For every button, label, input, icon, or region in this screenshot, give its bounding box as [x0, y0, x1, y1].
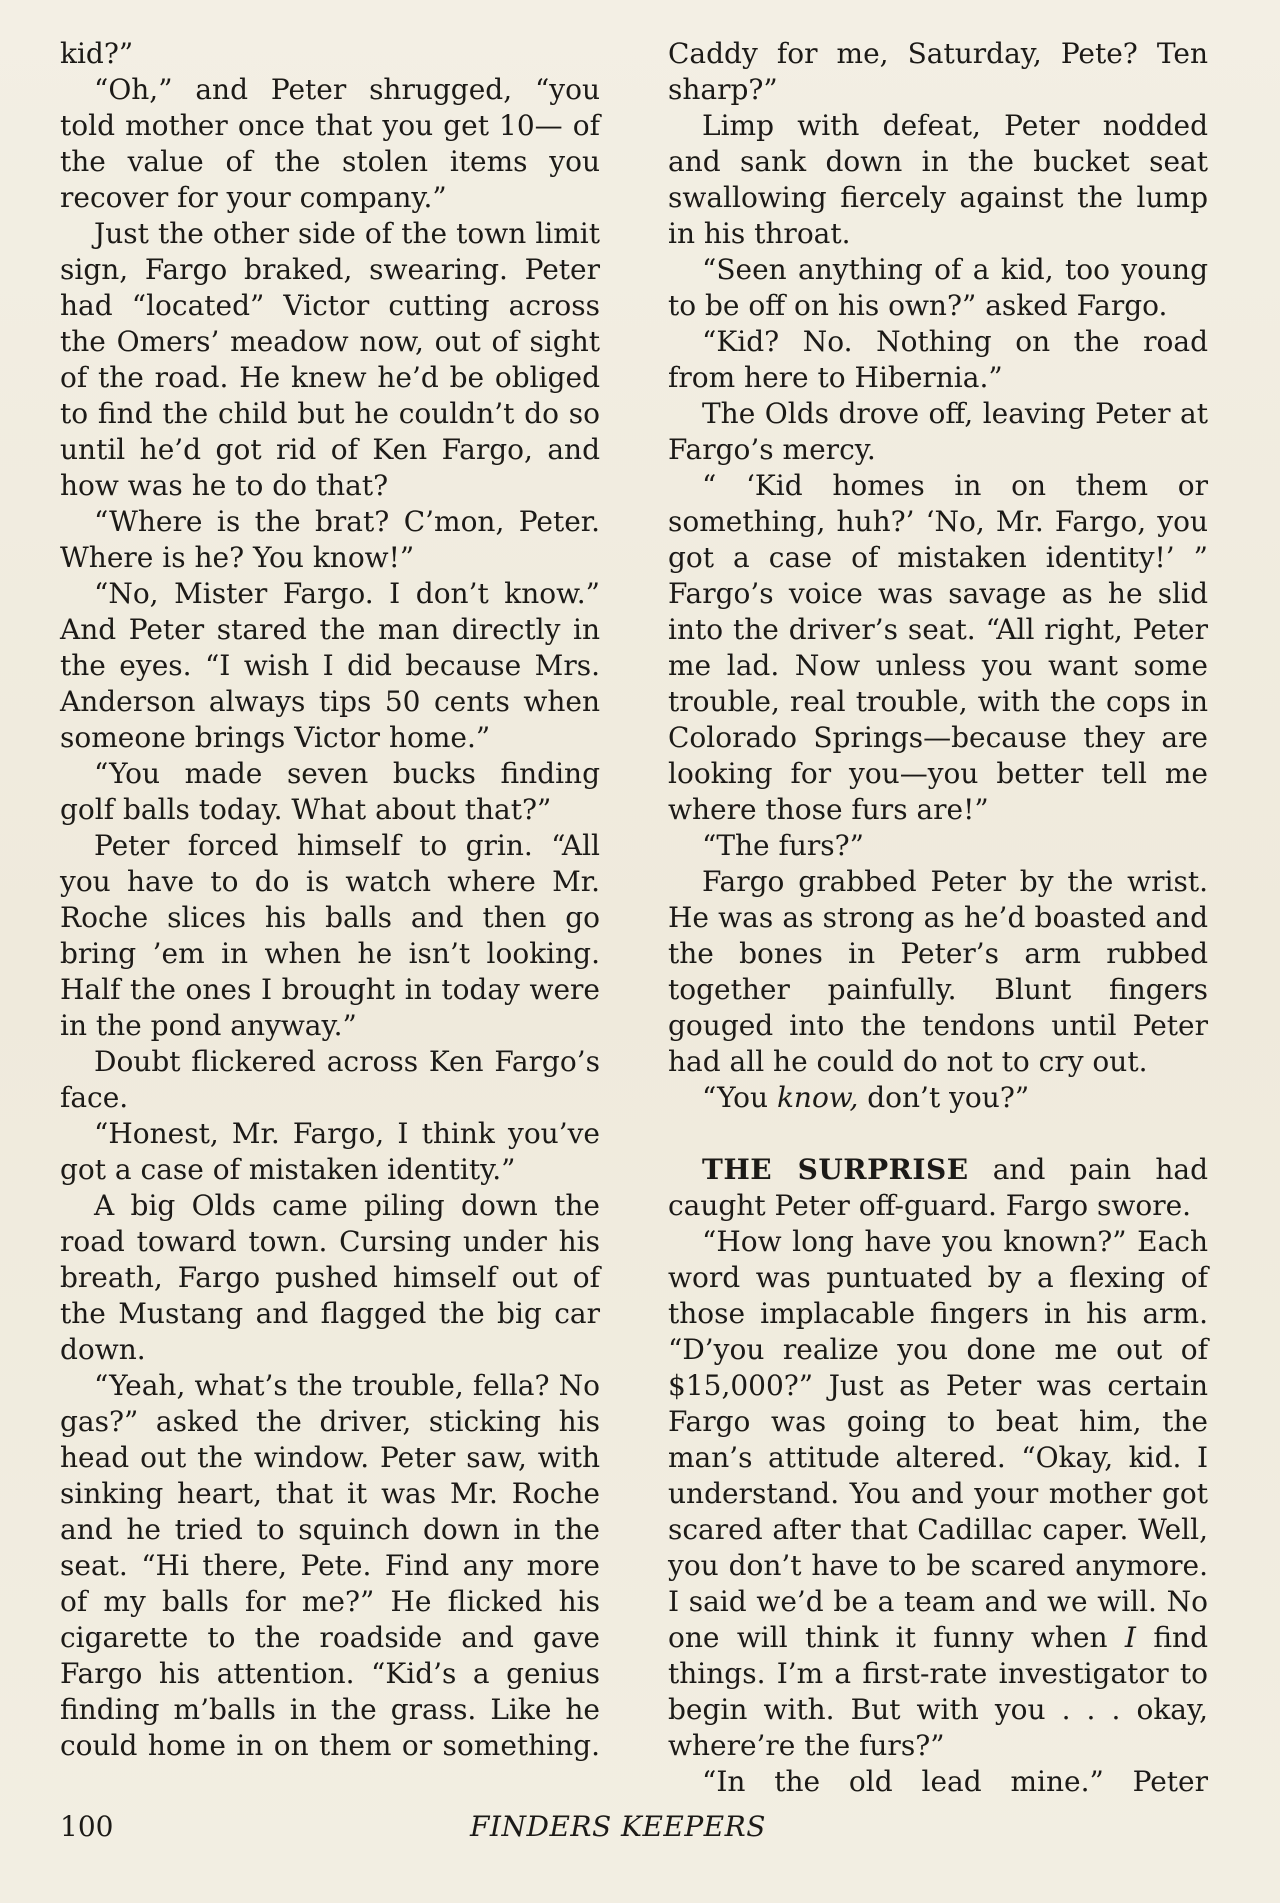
text-run: “You: [702, 1081, 777, 1114]
paragraph: Limp with defeat, Peter nodded and sank down in the bucket seat swallowing fiercely against the lump in his throat.: [668, 109, 1208, 250]
paragraph: “Oh,” and Peter shrugged, “you told mother once that you get 10— of the value of the stolen items you recover for your company.”: [60, 73, 600, 214]
paragraph: “Where is the brat? C’mon, Peter. Where is he? You know!”: [60, 505, 600, 574]
paragraph: “Honest, Mr. Fargo, I think you’ve got a case of mistaken identity.”: [60, 1117, 600, 1186]
paragraph: [668, 1080, 1208, 1116]
paragraph: The Olds drove off, leaving Peter at Fargo’s mercy.: [668, 397, 1208, 466]
text-run: and pain had caught Peter off-guard. Fargo swore.: [668, 1153, 1209, 1222]
paragraph: Fargo grabbed Peter by the wrist. He was as strong as he’d boasted and the bones in Peter’s arm rubbed together painfully. Blunt fingers gouged into the tendons until Peter had all he could do not to cry out.: [668, 865, 1208, 1078]
section-opening-paragraph: [668, 1152, 1208, 1224]
paragraph: “You made seven bucks finding golf balls today. What about that?”: [60, 757, 600, 826]
running-title: FINDERS KEEPERS: [470, 1810, 766, 1843]
paragraph: kid?”: [60, 37, 134, 70]
paragraph: Just the other side of the town limit sign, Fargo braked, swearing. Peter had “located” Victor cutting across the Omers’ meadow now, out of sight of the road. He knew he’d be obliged to find the child but he couldn’t do so until he’d got rid of Ken Fargo, and how was he to do that?: [60, 217, 600, 502]
paragraph: A big Olds came piling down the road toward town. Cursing under his breath, Fargo pushed himself out of the Mustang and flagged the big car down.: [60, 1189, 600, 1366]
text-run: “How long have you known?” Each word was puntuated by a flexing of those implacable fingers in his arm. “D’you realize you done me out of $15,000?” Just as Peter was certain Fargo was going to beat him, the man’s attitude altered. “Okay, kid. I understand. You and your mother got scared after that Cadillac caper. Well, you don’t have to be scared anymore. I said we’d be a team and we will. No one will think it funny when: [668, 1225, 1208, 1654]
text-run: don’t you?”: [858, 1081, 1030, 1114]
paragraph: Peter forced himself to grin. “All you have to do is watch where Mr. Roche slices his balls and then go bring ’em in when he isn’t looking. Half the ones I brought in today were in the pond anyway.”: [60, 829, 600, 1042]
emphasis: I: [1124, 1621, 1136, 1654]
emphasis: know,: [776, 1081, 859, 1114]
right-column: [668, 36, 1208, 1800]
left-column: [60, 36, 600, 1764]
paragraph: Doubt flickered across Ken Fargo’s face.: [60, 1045, 600, 1114]
paragraph: “The furs?”: [702, 829, 864, 862]
paragraph: “Yeah, what’s the trouble, fella? No gas?” asked the driver, sticking his head out the window. Peter saw, with sinking heart, that it was Mr. Roche and he tried to squinch down in the seat. “Hi there, Pete. Find any more of my balls for me?” He flicked his cigarette to the roadside and gave Fargo his attention. “Kid’s a genius finding m’balls in the grass. Like he could home in on them or something.: [60, 1369, 600, 1762]
section-subhead: THE SURPRISE: [702, 1153, 969, 1186]
page-number: 100: [60, 1810, 114, 1843]
paragraph: [668, 1224, 1208, 1764]
text-run: find things. I’m a first-rate investigator to begin with. But with you . . . okay, where’re the furs?”: [668, 1621, 1208, 1762]
paragraph: “Seen anything of a kid, too young to be off on his own?” asked Fargo.: [668, 253, 1208, 322]
paragraph: “No, Mister Fargo. I don’t know.” And Peter stared the man directly in the eyes. “I wish I did because Mrs. Anderson always tips 50 cents when someone brings Victor home.”: [60, 577, 600, 754]
paragraph: Caddy for me, Saturday, Pete? Ten sharp?”: [668, 37, 1208, 106]
paragraph: “ ‘Kid homes in on them or something, huh?’ ‘No, Mr. Fargo, you got a case of mistaken identity!’ ” Fargo’s voice was savage as he slid into the driver’s seat. “All right, Peter me lad. Now unless you want some trouble, real trouble, with the cops in Colorado Springs—because they are looking for you—you better tell me where those furs are!”: [668, 469, 1208, 826]
paragraph: “In the old lead mine.” Peter: [702, 1765, 1208, 1798]
paragraph: “Kid? No. Nothing on the road from here to Hibernia.”: [668, 325, 1208, 394]
